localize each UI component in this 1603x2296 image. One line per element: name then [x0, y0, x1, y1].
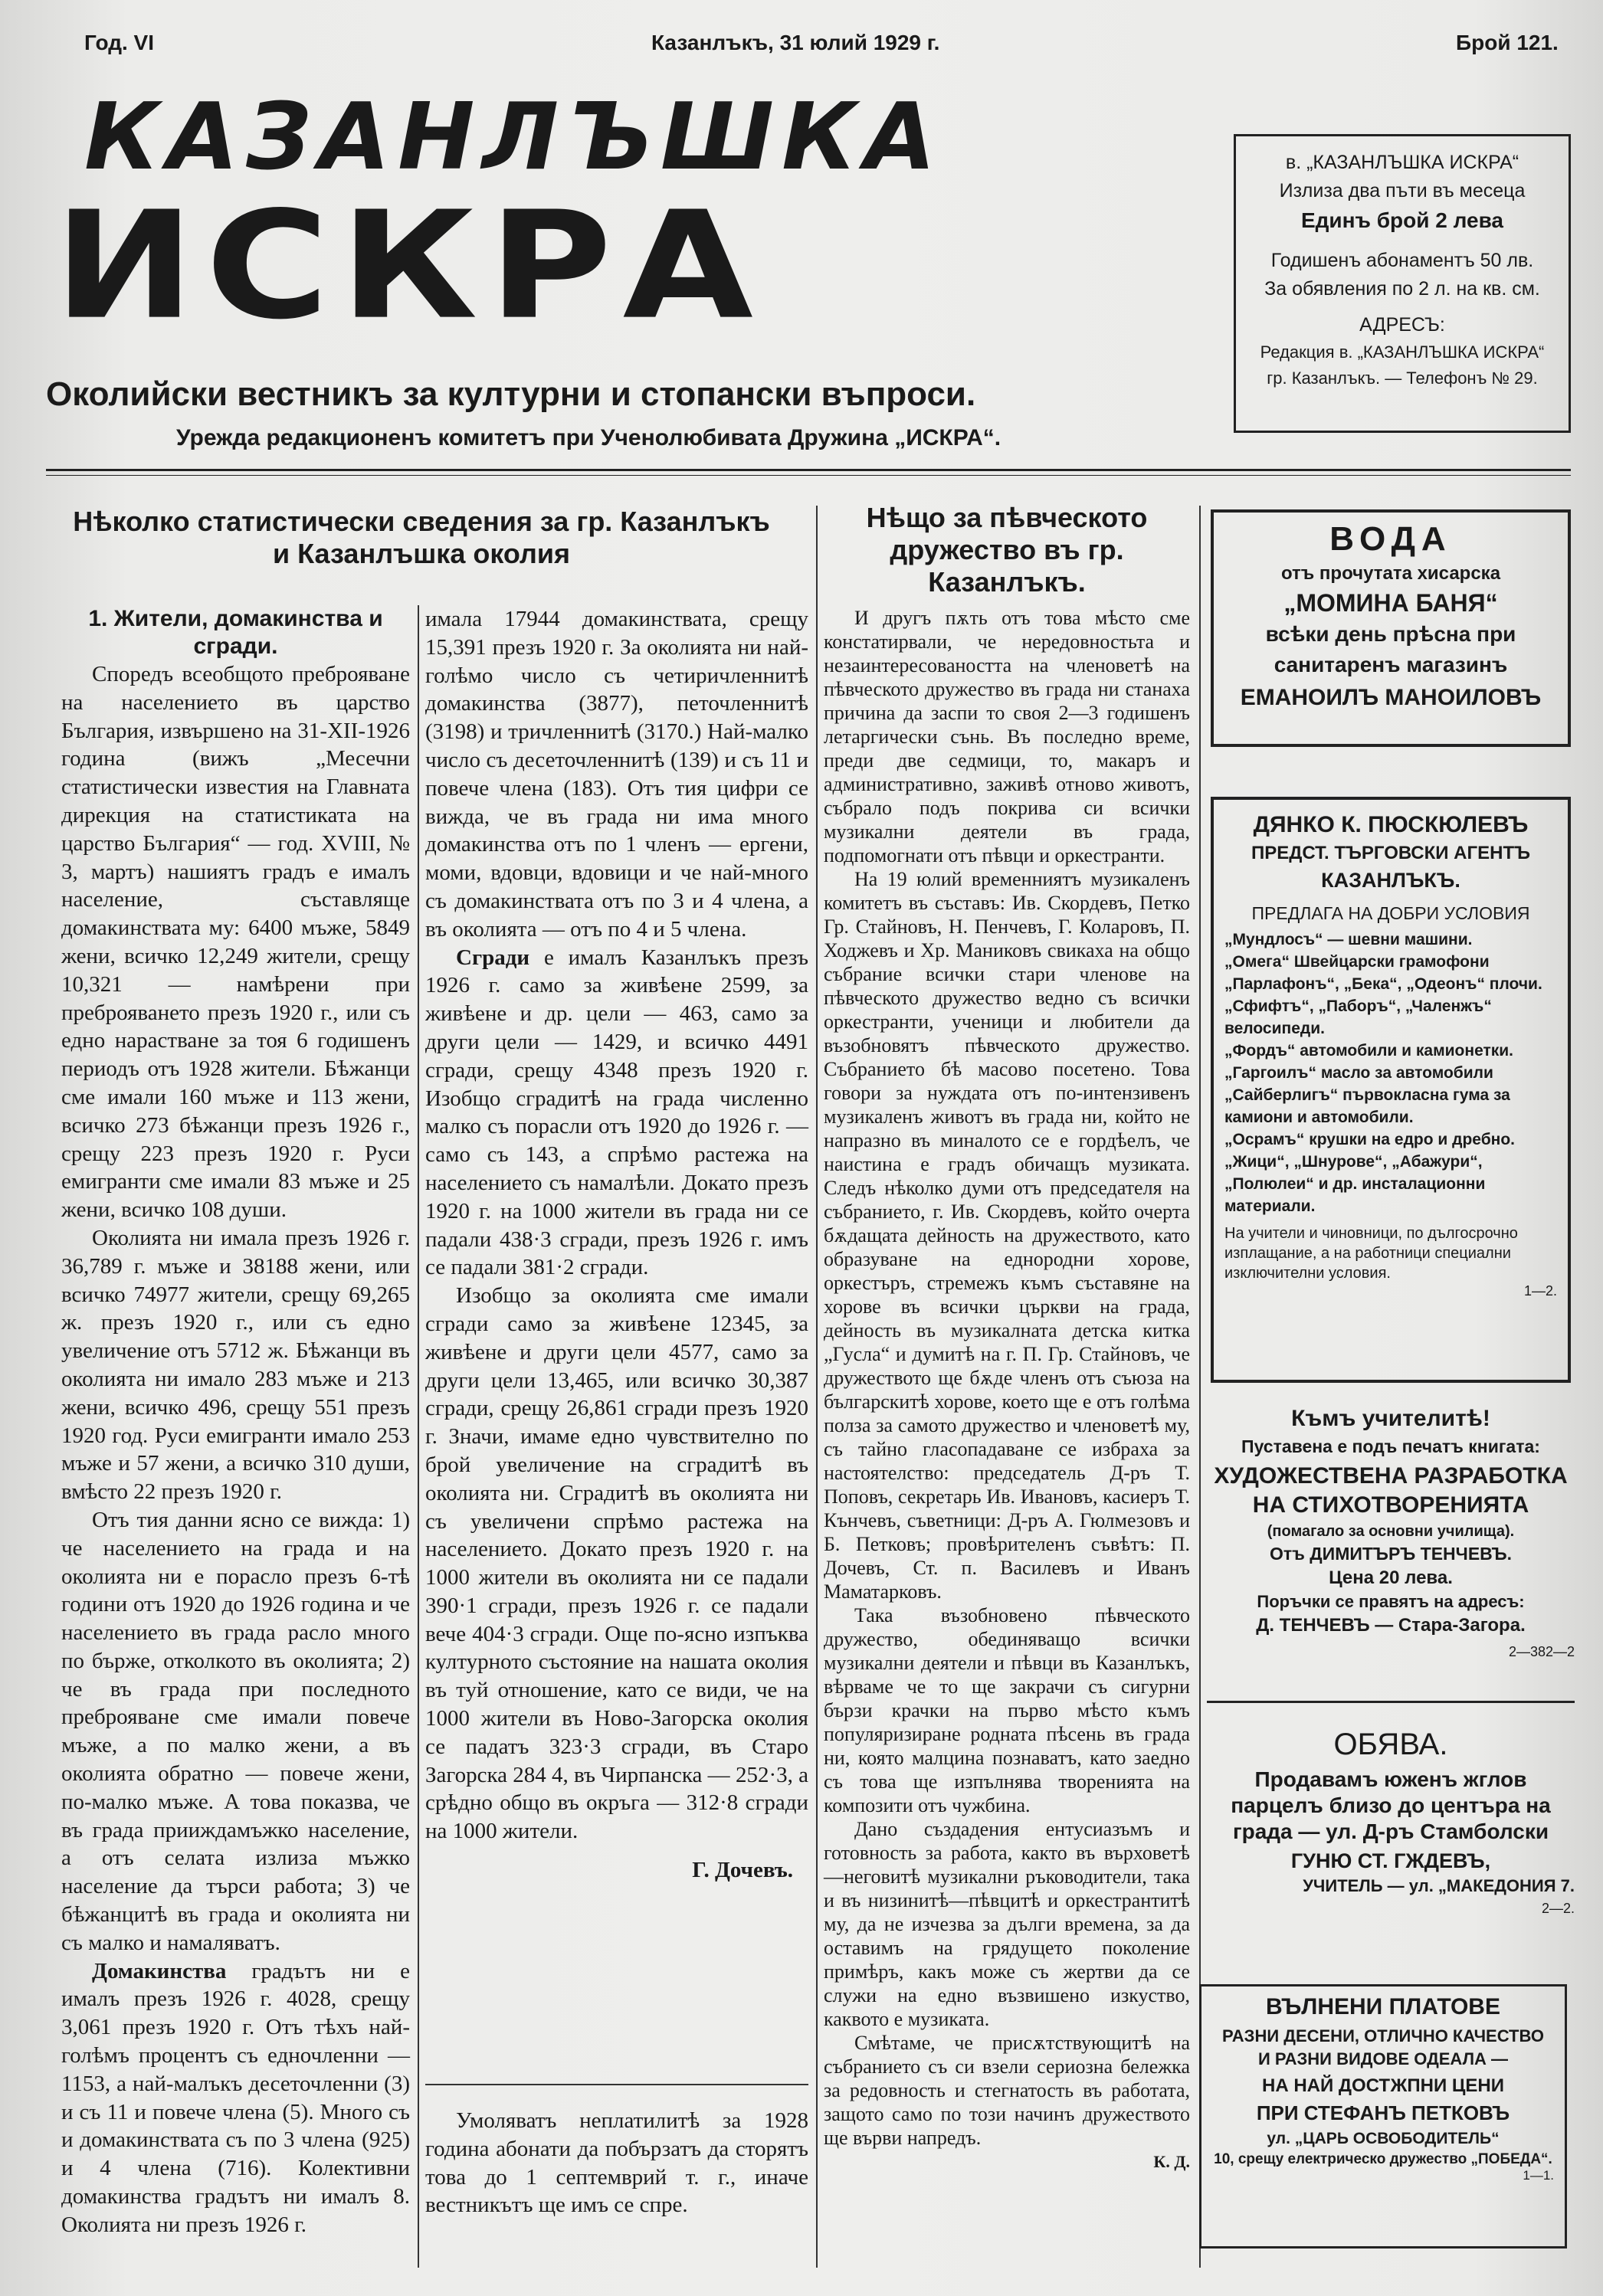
ad-line: Цена 20 лева.: [1329, 1567, 1453, 1588]
ad-item: „Гаргоилъ“ масло за автомобили: [1224, 1064, 1493, 1082]
ad-line: ДЯНКО К. ПЮСКЮЛЕВЪ: [1253, 812, 1529, 837]
notice-block: [425, 2107, 808, 2219]
year-label: Год. VI: [84, 31, 154, 54]
ad-teachers: [1207, 1406, 1575, 1660]
info-line: Годишенъ абонаментъ 50 лв.: [1270, 250, 1534, 271]
ad-note: На учители и чиновници, по дългосрочно изплащание, а на работници специални изключителни условия.: [1224, 1225, 1518, 1282]
paragraph: Така възобновено пѣвческото дружество, обединяващо всички музикални деятели и пѣвци въ Казанлъкъ, вѣрваме че то ще закрачи съ сигурни бързи крачки на първо мѣсто къмъ популяризиране родната пѣсень въ града ни, която малцина познаватъ, като заедно съ това ще изпълнява творенията на композити отъ чужбина.: [824, 1604, 1190, 1816]
header-rule: [46, 469, 1571, 471]
ad-item: „Фордъ“ автомобили и камионетки.: [1224, 1042, 1514, 1060]
header-rule-thin: [46, 475, 1571, 476]
article2-signature: К. Д.: [1153, 2152, 1190, 2171]
masthead-subtitle2: Урежда редакционенъ комитетъ при Ученолюбивата Дружина „ИСКРА“.: [176, 425, 1001, 450]
subscription-info-box: [1234, 134, 1571, 433]
ad-line: КАЗАНЛЪКЪ.: [1321, 869, 1460, 892]
ad-line: Продавамъ юженъ жглов парцелъ близо до центъра на града — ул. Д-ръ Стамболски: [1231, 1767, 1551, 1843]
ad-line: санитаренъ магазинъ: [1274, 653, 1508, 676]
ad-line: РАЗНИ ДЕСЕНИ, ОТЛИЧНО КАЧЕСТВО И РАЗНИ ВИДОВЕ ОДЕАЛА —: [1222, 2026, 1544, 2068]
ad-item: „Мундлосъ“ — шевни машини.: [1224, 931, 1473, 948]
paragraph: Околията ни имала презъ 1926 г. 36,789 г. мъже и 38188 жени, или всичко 74977 жители, срещу 69,265 ж. презъ 1920 г., или съ едно увеличение отъ 5712 ж. Бѣжанци въ околията ни имало 283 мъже и 213 жени, всичко 496, срещу 551 презъ 1920 год. Руси емигранти имало 253 мъже и 57 жени, а всичко 310 души, вмѣсто 22 презъ 1920 г.: [61, 1225, 410, 1505]
issue-label: Брой 121.: [1456, 31, 1559, 54]
ad-line: Поръчки се правятъ на адресъ:: [1257, 1592, 1525, 1611]
ad-obyava: [1207, 1728, 1575, 1917]
article1-section-heading: 1. Жители, домакинства и сгради.: [88, 606, 383, 659]
article1-column1: [61, 605, 410, 2239]
ad-line: Д. ТЕНЧЕВЪ — Стара-Загора.: [1256, 1615, 1526, 1636]
ad-line: „МОМИНА БАНЯ“: [1283, 589, 1498, 617]
ad-item-list: [1224, 929, 1557, 1217]
paragraph: [61, 1957, 410, 2239]
paragraph: Отъ тия данни ясно се вижда: 1) че населението на града и на околията ни е порасло презъ 6-тѣ години отъ 1920 до 1926 година и че населението въ града расло много по бърже, отколкото въ околията; 2) че въ града при последното преброяване сме имали повече мъже, а по малко жени, а въ околията обратно — повече жени, по-малко мъже. А това показва, че въ града прииждамъжко население, а отъ селата излиза мъжко население да търси работа; 3) че бѣжанцитѣ въ града и околията ни съ малко и намаляватъ.: [61, 1507, 410, 1955]
ad-line: отъ прочутата хисарска: [1280, 563, 1501, 584]
ad-pyuskyulev: [1211, 797, 1571, 1383]
paragraph: [425, 944, 808, 1282]
ad-item: „Осрамъ“ крушки на едро и дребно.: [1224, 1131, 1516, 1148]
column-divider: [418, 605, 419, 2268]
ad-line: УЧИТЕЛЬ — ул. „МАКЕДОНИЯ 7.: [1303, 1876, 1575, 1895]
masthead-title-line1: КАЗАНЛЪШКА: [84, 84, 944, 191]
ad-item: „Жици“, „Шнурове“, „Абажури“, „Полюлеи“ и др. инсталационни материали.: [1224, 1153, 1486, 1215]
ad-voda: [1211, 509, 1571, 747]
masthead-title-line2: ИСКРА: [54, 179, 764, 352]
ad-number: 1—1.: [1523, 2168, 1554, 2183]
ad-line: ПРЕДЛАГА НА ДОБРИ УСЛОВИЯ: [1251, 903, 1530, 923]
paragraph: И другъ пѫть отъ това мѣсто сме констатирвали, че нередовностьта и незаинтересоваността на членоветѣ на пѣвческото дружество въ града ни станаха причина да заспи то своя 2—3 годишенъ летаргически сънь. Въ последно време, преди две седмици, то, макаръ и административно, заживѣ отново животъ, събрало подъ покрива си всички музикални деятели въ града, подпомогнати отъ пѣвци и оркестранти.: [824, 607, 1190, 866]
article1-title: Нѣколко статистически сведения за гр. Казанлъкъ и Казанлъшка околия: [73, 506, 770, 569]
article1-column2: [425, 605, 808, 1885]
paragraph: На 19 юлий временниятъ музикаленъ комитетъ въ съставъ: Ив. Скордевъ, Петко Гр. Стайновъ, Н. Пенчевъ, Г. Коларовъ, П. Ходжевъ и Хр. Маниковъ свикаха на общо събрание всички стари членове на пѣвческото дружество ведно съ всички оркестранти, ученици и любители да възобновятъ пѣвческото дружество. Събранието бѣ масово посетено. Това говори за нуждата отъ по-интензивенъ музикаленъ животъ въ града ни, който не напразно въ миналото се е гордѣелъ, че наистина е градъ обичащъ музиката. Следъ нѣколко думи отъ председателя на събранието, г. Ив. Скордевъ, който очерта бѫдащата дейность на дружеството, като образуване на еднородни хорове, оркестъръ, стремежъ къмъ съставяне на хорове въ всички църкви на града, дейность въ музикалната детска китка „Гусла“ и думитѣ на г. П. Гр. Стайновъ, че дружеството ще бѫде членъ отъ съюза на българскитѣ хорове, което ще е отъ голѣма полза за самото дружество и членоветѣ му, съ тайно гласопадаване се избраха за настоятелство: председатель Д-ръ Т. Поповъ, секретарь Ив. Ивановъ, касиеръ Т. Кънчевъ, съветници: Д-ръ А. Гюлмезовъ и Б. Петковъ; провѣрителенъ съвѣтъ: П. Дочевъ, Ст. п. Василевъ и Иванъ Маматарковъ.: [824, 868, 1190, 1603]
ad-line: всѣки день прѣсна при: [1265, 622, 1516, 646]
ad-line: Отъ ДИМИТЪРЪ ТЕНЧЕВЪ.: [1269, 1544, 1513, 1564]
info-line: За обявления по 2 л. на кв. см.: [1264, 278, 1540, 300]
paragraph: Споредъ всеобщото преброяване на населението въ царство България, извършено на 31-XII-1926 година (вижъ „Месечни статистически известия на Главната дирекция на статистиката на царство България“ — год. XVIII, № 3, мартъ) нашиятъ градъ е ималъ население, съставляще домакинствата му: 6400 мъже, 5849 жени, всичко 12,249 жители, срещу 10,321 — намѣрени при преброяването презъ 1920 г., или съ едно нарастване за тоя 6 годишенъ периодъ отъ 1928 жители. Бѣжанци сме имали 160 мъже и 113 жени, всичко 273 бѣжанци презъ 1926 г., срещу 223 презъ 1920 г. Руси емигранти сме имали 83 мъже и 25 жени, всичко 108 души.: [61, 662, 410, 1223]
column-divider: [816, 506, 818, 2268]
masthead-subtitle: Околийски вестникъ за културни и стопански въпроси.: [46, 375, 976, 413]
ad-line: ЕМАНОИЛЪ МАНОИЛОВЪ: [1240, 685, 1542, 710]
ad-line: 10, срещу електрическо дружество „ПОБЕДА“.: [1214, 2151, 1552, 2167]
ad-line: ПРИ СТЕФАНЪ ПЕТКОВЪ: [1256, 2101, 1510, 2124]
article2-column: [824, 502, 1190, 2173]
paragraph: Изобщо за околията сме имали сгради само за живѣене 12345, за живѣене и други цели 4577, само за други цели 13,465, или всичко 30,387 сгради, срещу 26,861 сгради презъ 1920 г. Значи, имаме едно чувствително по брой увеличение на сградитѣ въ околията ни. Сградитѣ въ околията ни съ увеличени спрѣмо растежа на населението. Докато презъ 1920 г. на 1000 жители въ околията ни се падали 390·1 сгради, презъ 1926 г. се падали вече 404·3 сгради. Още по-ясно изпъква културното състояние на нашата околия въ туй отношение, като се види, че на 1000 жители въ Ново-Загорска околия се падатъ 323·3 сгради, въ Старо Загорска 284 4, въ Чирпанска — 252·3, а срѣдно общо въ окръга — 312·8 сгради на 1000 жители.: [425, 1283, 808, 1844]
notice-rule: [425, 2084, 808, 2085]
info-line: Излиза два пъти въ месеца: [1279, 180, 1526, 201]
paragraph: Смѣтаме, че присѫтствующитѣ на събранието съ си взели сериозна бележка за редовность и стегнатость въ работата, защото само по този начинъ дружеството ще върви напредъ.: [824, 2032, 1190, 2149]
ad-item: „Сфифтъ“, „Паборъ“, „Чаленжъ“ велосипеди.: [1224, 997, 1492, 1037]
paragraph: Дано създадения ентусиазъмъ и готовность за работа, както въ върховетѣ—неговитѣ музикални ръководители, така и въ низинитѣ—пѣвцитѣ и оркестрантитѣ му, да не изчезва за дълги времена, за да оставимъ на грядущето поколение примѣръ, какъ може съ жертви да се служи на едно възвишено изкуство, каквото е музиката.: [824, 1818, 1190, 2030]
ad-item: „Сайберлигъ“ първокласна гума за камиони и автомобили.: [1224, 1086, 1510, 1126]
ad-item: „Омега“ Швейцарски грамофони: [1224, 953, 1490, 971]
subheading-inline: Домакинства: [92, 1958, 227, 1983]
info-line: Редакция в. „КАЗАНЛЪШКА ИСКРА“: [1260, 342, 1545, 362]
info-line: АДРЕСЪ:: [1359, 314, 1445, 336]
ad-line: (помагало за основни училища).: [1267, 1523, 1515, 1540]
info-line: Единъ брой 2 лева: [1300, 208, 1504, 232]
paragraph: имала 17944 домакинствата, срещу 15,391 презъ 1920 г. За околията ни най-голѣмо число съ четиричленнитѣ домакинства (3877), петочленнитѣ (3198) и тричленнитѣ (3170.) Най-малко число съ десеточленнитѣ (139) и съ 11 и повече члена (183). Отъ тия цифри се вижда, че въ града ни има много домакинства отъ по 1 членъ — ергени, моми, вдовци, вдовици и че най-много съ домакинствата отъ по 3 и 4 члена, а въ околията — отъ по 4 и 5 члена.: [425, 607, 808, 942]
paragraph-text: градътъ ни е ималъ презъ 1926 г. 4028, срещу 3,061 презъ 1920 г. Отъ тѣхъ най-голѣмъ процентъ съ едночленни — 1153, а най-малъкъ десеточленни (3) и съ 11 и повече члена (5). Много съ и домакинствата съ по 3 члена (925) и 4 члена (716). Колективни домакинства градътъ ни ималъ 8. Околията ни презъ 1926 г.: [61, 1958, 410, 2237]
ad-obyava-title: ОБЯВА.: [1333, 1728, 1448, 1761]
ad-line: ПРЕДСТ. ТЪРГОВСКИ АГЕНТЪ: [1251, 843, 1530, 863]
ad-item: „Парлафонъ“, „Бека“, „Одеонъ“ плочи.: [1224, 975, 1542, 993]
ad-line: Къмъ учителитѣ!: [1291, 1406, 1490, 1431]
ad-number: 2—2.: [1541, 1901, 1575, 1916]
info-line: в. „КАЗАНЛЪШКА ИСКРА“: [1285, 152, 1519, 173]
ad-number: 1—2.: [1523, 1283, 1557, 1299]
ad-book-title: ХУДОЖЕСТВЕНА РАЗРАБОТКА НА СТИХОТВОРЕНИЯТА: [1214, 1463, 1568, 1518]
ad-voda-title: ВОДА: [1329, 520, 1452, 558]
notice-text: Умоляватъ неплатилитѣ за 1928 година абонати да побързатъ да сторятъ това до 1 септемврий т. г., иначе вестникътъ ще имъ се спре.: [425, 2108, 808, 2218]
ad-line: НА НАЙ ДОСТЖПНИ ЦЕНИ: [1262, 2075, 1504, 2096]
ad-line: ВЪЛНЕНИ ПЛАТОВЕ: [1266, 1994, 1500, 2019]
ad-platove: [1199, 1984, 1567, 2249]
subheading-inline: Сгради: [456, 945, 530, 970]
paragraph-text: е ималъ Казанлъкъ презъ 1926 г. само за живѣене 2599, за живѣене и др. цели — 463, само за други цели — 1429, и всичко 4491 сгради, срещу 4348 презъ 1920 г. Изобщо сградитѣ на града численно малко съ порасли отъ 1920 до 1926 г. — само съ 143, а спрѣмо растежа на населението съ намалѣли. Докато презъ 1920 г. на 1000 жители въ града ни се падали 438·3 сгради, презъ 1926 г. имъ се падали 381·2 сгради.: [425, 945, 808, 1280]
article2-title: Нѣщо за пѣвческото дружество въ гр. Казанлъкъ.: [866, 502, 1148, 598]
date-label: Казанлъкъ, 31 юлий 1929 г.: [651, 31, 940, 54]
ad-line: ул. „ЦАРЬ ОСВОБОДИТЕЛЬ“: [1267, 2130, 1500, 2147]
ad-line: Пуставена е подъ печатъ книгата:: [1241, 1436, 1540, 1456]
article1-signature: Г. Дочевъ.: [692, 1858, 793, 1883]
ad-line: ГУНЮ СТ. ГЖДЕВЪ,: [1290, 1849, 1491, 1872]
ad-number: 2—382—2: [1508, 1644, 1575, 1659]
info-line: гр. Казанлъкъ. — Телефонъ № 29.: [1267, 368, 1538, 388]
ad-rule: [1207, 1701, 1575, 1703]
